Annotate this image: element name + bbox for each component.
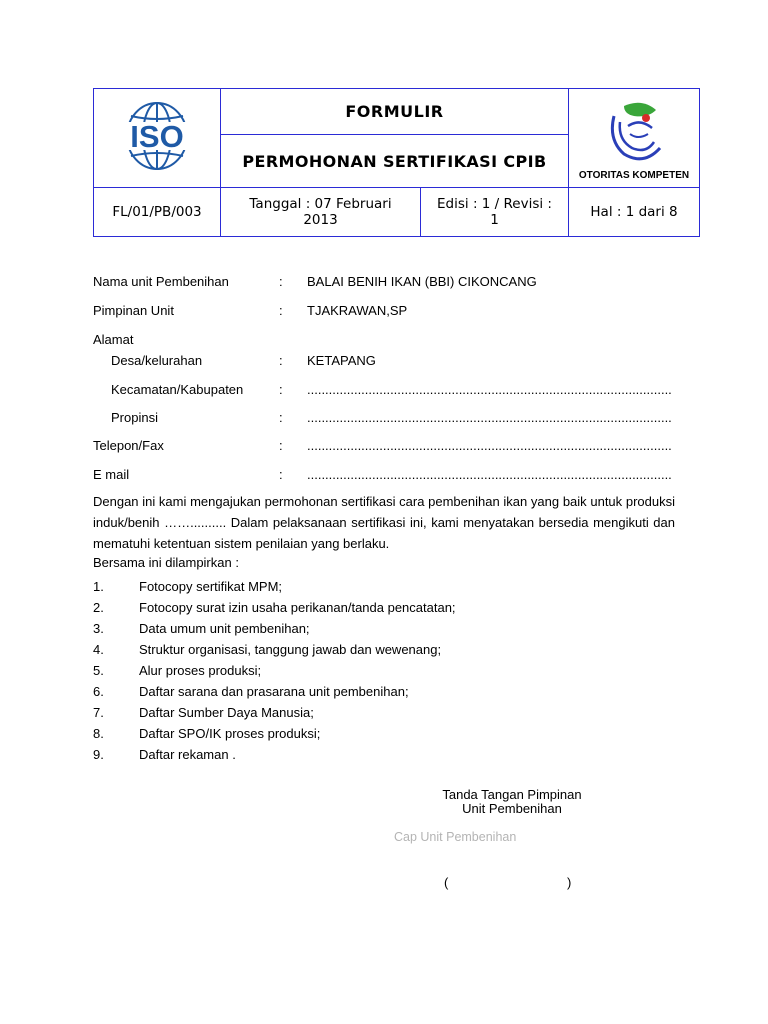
field-desa (93, 353, 683, 371)
signature-line-2: Unit Pembenihan (462, 801, 562, 816)
field-email (93, 467, 683, 485)
field-value: ..................................................................................................... (307, 410, 672, 425)
field-colon: : (279, 274, 283, 289)
field-colon: : (279, 467, 283, 482)
edition-line-1: Edisi : 1 / Revisi : (437, 196, 552, 212)
signature-line-1: Tanda Tangan Pimpinan (442, 787, 582, 802)
field-kecamatan (93, 382, 683, 400)
iso-logo-text: ISO (130, 119, 184, 154)
list-text: Fotocopy surat izin usaha perikanan/tanda pencatatan; (139, 600, 456, 615)
field-label: Desa/kelurahan (111, 353, 203, 368)
list-number: 1. (93, 579, 104, 594)
field-alamat (93, 332, 683, 350)
field-value: KETAPANG (307, 353, 376, 368)
list-text: Daftar SPO/IK proses produksi; (139, 726, 321, 741)
list-text: Fotocopy sertifikat MPM; (139, 579, 283, 594)
list-number: 9. (93, 747, 104, 762)
list-text: Daftar Sumber Daya Manusia; (139, 705, 314, 720)
field-value: BALAI BENIH IKAN (BBI) CIKONCANG (307, 274, 537, 289)
list-number: 4. (93, 642, 104, 657)
field-value: ..................................................................................................... (307, 382, 672, 397)
field-colon: : (279, 382, 283, 397)
list-number: 8. (93, 726, 104, 741)
list-text: Daftar rekaman . (139, 747, 236, 762)
list-text: Data umum unit pembenihan; (139, 621, 310, 636)
date-line-2: 2013 (303, 212, 338, 228)
statement-paragraph: Dengan ini kami mengajukan permohonan sertifikasi cara pembenihan ikan yang baik untuk produksi induk/benih …….......... Dalam pelaksanaan sertifikasi ini, kami menyatakan bersedia mengikuti dan mematuhi ketentuan sistem penilaian yang berlaku. (93, 494, 675, 551)
name-paren-open: ( (444, 875, 449, 890)
fish-logo-icon (594, 96, 674, 164)
field-label: Kecamatan/Kabupaten (111, 382, 244, 397)
authority-logo-cell (569, 89, 700, 188)
field-nama-unit (93, 274, 683, 292)
attachments-intro: Bersama ini dilampirkan : (93, 555, 239, 570)
list-number: 3. (93, 621, 104, 636)
date-edition-cell (221, 188, 569, 237)
field-value: TJAKRAWAN,SP (307, 303, 408, 318)
date-block (221, 188, 421, 236)
field-label: Pimpinan Unit (93, 303, 174, 318)
iso-logo-cell (94, 89, 221, 188)
field-propinsi (93, 410, 683, 428)
field-label: Telepon/Fax (93, 438, 164, 453)
field-pimpinan (93, 303, 683, 321)
field-value: ..................................................................................................... (307, 438, 672, 453)
edition-line-2: 1 (490, 212, 499, 228)
field-label: Alamat (93, 332, 134, 347)
list-number: 6. (93, 684, 104, 699)
list-text: Struktur organisasi, tanggung jawab dan wewenang; (139, 642, 442, 657)
list-number: 2. (93, 600, 104, 615)
list-text: Alur proses produksi; (139, 663, 262, 678)
field-colon: : (279, 353, 283, 368)
field-colon: : (279, 303, 283, 318)
field-colon: : (279, 438, 283, 453)
form-title: PERMOHONAN SERTIFIKASI CPIB (221, 135, 569, 188)
date-line-1: Tanggal : 07 Februari (249, 196, 392, 212)
field-label: E mail (93, 467, 130, 482)
stamp-placeholder: Cap Unit Pembenihan (394, 830, 517, 844)
field-value: ..................................................................................................... (307, 467, 672, 482)
list-number: 5. (93, 663, 104, 678)
edition-block (421, 188, 568, 236)
list-text: Daftar sarana dan prasarana unit pembenihan; (139, 684, 409, 699)
authority-label: OTORITAS KOMPETEN (578, 169, 690, 181)
header-table (93, 88, 700, 237)
doc-code-cell (94, 188, 221, 237)
doc-code: FL/01/PB/003 (112, 204, 202, 220)
field-colon: : (279, 410, 283, 425)
formulir-label: FORMULIR (221, 89, 569, 135)
signature-block (420, 788, 604, 816)
field-telepon (93, 438, 683, 456)
field-label: Nama unit Pembenihan (93, 274, 229, 289)
list-number: 7. (93, 705, 104, 720)
field-label: Propinsi (111, 410, 158, 425)
form-header (93, 88, 699, 235)
name-paren-close: ) (567, 875, 572, 890)
iso-logo-icon (111, 100, 203, 172)
page-indicator: Hal : 1 dari 8 (569, 188, 700, 237)
